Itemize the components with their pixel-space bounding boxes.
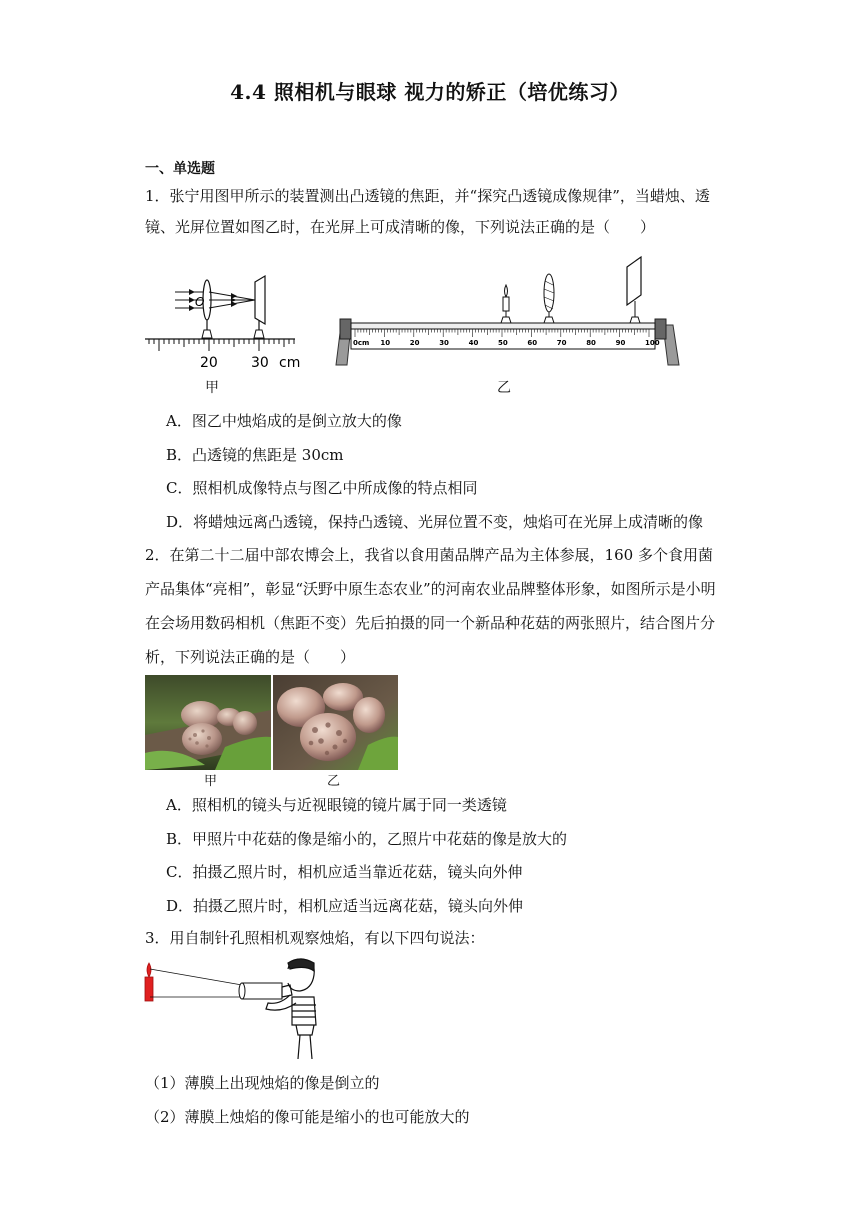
mushroom-photo-jia <box>145 675 271 770</box>
mushroom-photo-yi <box>273 675 398 770</box>
candle-icon <box>145 963 153 1001</box>
q1-option-d[interactable]: D．将蜡烛远离凸透镜，保持凸透镜、光屏位置不变，烛焰可在光屏上成清晰的像 <box>166 513 704 531</box>
q3-stem: 3．用自制针孔照相机观察烛焰，有以下四句说法： <box>145 929 485 947</box>
unit-label: cm <box>279 355 301 371</box>
ruler-label: 20 <box>409 339 420 347</box>
q2-caption-yi: 乙 <box>327 774 341 789</box>
q1-option-a[interactable]: A．图乙中烛焰成的是倒立放大的像 <box>166 412 402 430</box>
candle-icon <box>501 285 511 323</box>
tick-label-20: 20 <box>200 355 218 371</box>
boy-figure <box>266 959 316 1059</box>
ruler-label: 30 <box>439 339 449 347</box>
q3-statement-2: （2）薄膜上烛焰的像可能是缩小的也可能放大的 <box>145 1108 470 1126</box>
q2-option-c[interactable]: C．拍摄乙照片时，相机应适当靠近花菇，镜头向外伸 <box>166 863 523 881</box>
q2-stem-line1: 2．在第二十二届中部农博会上，我省以食用菌品牌产品为主体参展，160 多个食用菌 <box>145 546 713 564</box>
q1-option-c[interactable]: C．照相机成像特点与图乙中所成像的特点相同 <box>166 479 478 497</box>
q2-option-d[interactable]: D．拍摄乙照片时，相机应适当远离花菇，镜头向外伸 <box>166 897 524 915</box>
ruler-label: 100 <box>645 339 660 347</box>
ruler-label: 0cm <box>353 339 370 347</box>
tick-label-30: 30 <box>251 355 269 371</box>
ruler-label: 50 <box>498 339 508 347</box>
lens-label-o: O <box>195 295 205 309</box>
ruler-label: 60 <box>527 339 538 347</box>
q1-figure-yi <box>335 255 690 370</box>
convex-lens-icon <box>544 274 554 323</box>
q1-stem-line2: 镜、光屏位置如图乙时，在光屏上可成清晰的像，下列说法正确的是（ ） <box>145 218 656 236</box>
q2-option-b[interactable]: B．甲照片中花菇的像是缩小的，乙照片中花菇的像是放大的 <box>166 830 568 848</box>
q3-statement-1: （1）薄膜上出现烛焰的像是倒立的 <box>145 1074 380 1092</box>
q1-option-b[interactable]: B．凸透镜的焦距是 30cm <box>166 446 344 464</box>
q2-stem-line4: 析，下列说法正确的是（ ） <box>145 648 356 666</box>
q2-stem-line2: 产品集体“亮相”，彰显“沃野中原生态农业”的河南农业品牌整体形象，如图所示是小明 <box>145 580 716 598</box>
pinhole-camera-figure <box>140 955 325 1065</box>
q1-stem-line1: 1．张宁用图甲所示的装置测出凸透镜的焦距，并“探究凸透镜成像规律”，当蜡烛、透 <box>145 187 710 205</box>
q1-caption-yi: 乙 <box>497 380 511 396</box>
ruler-label: 70 <box>556 339 567 347</box>
ruler-label: 90 <box>615 339 626 347</box>
section-heading: 一、单选题 <box>145 161 215 177</box>
ruler-label: 80 <box>586 339 596 347</box>
q2-caption-jia: 甲 <box>204 774 218 789</box>
ruler-label: 10 <box>380 339 391 347</box>
light-screen-icon <box>627 257 641 323</box>
ruler-label: 40 <box>468 339 479 347</box>
q2-stem-line3: 在会场用数码相机（焦距不变）先后拍摄的同一个新品种花菇的两张照片，结合图片分 <box>145 614 716 632</box>
q1-caption-jia: 甲 <box>205 380 219 396</box>
q1-figure-jia <box>145 268 310 393</box>
q2-option-a[interactable]: A．照相机的镜头与近视眼镜的镜片属于同一类透镜 <box>166 796 507 814</box>
page-title: 4.4 照相机与眼球 视力的矫正（培优练习） <box>230 80 630 104</box>
